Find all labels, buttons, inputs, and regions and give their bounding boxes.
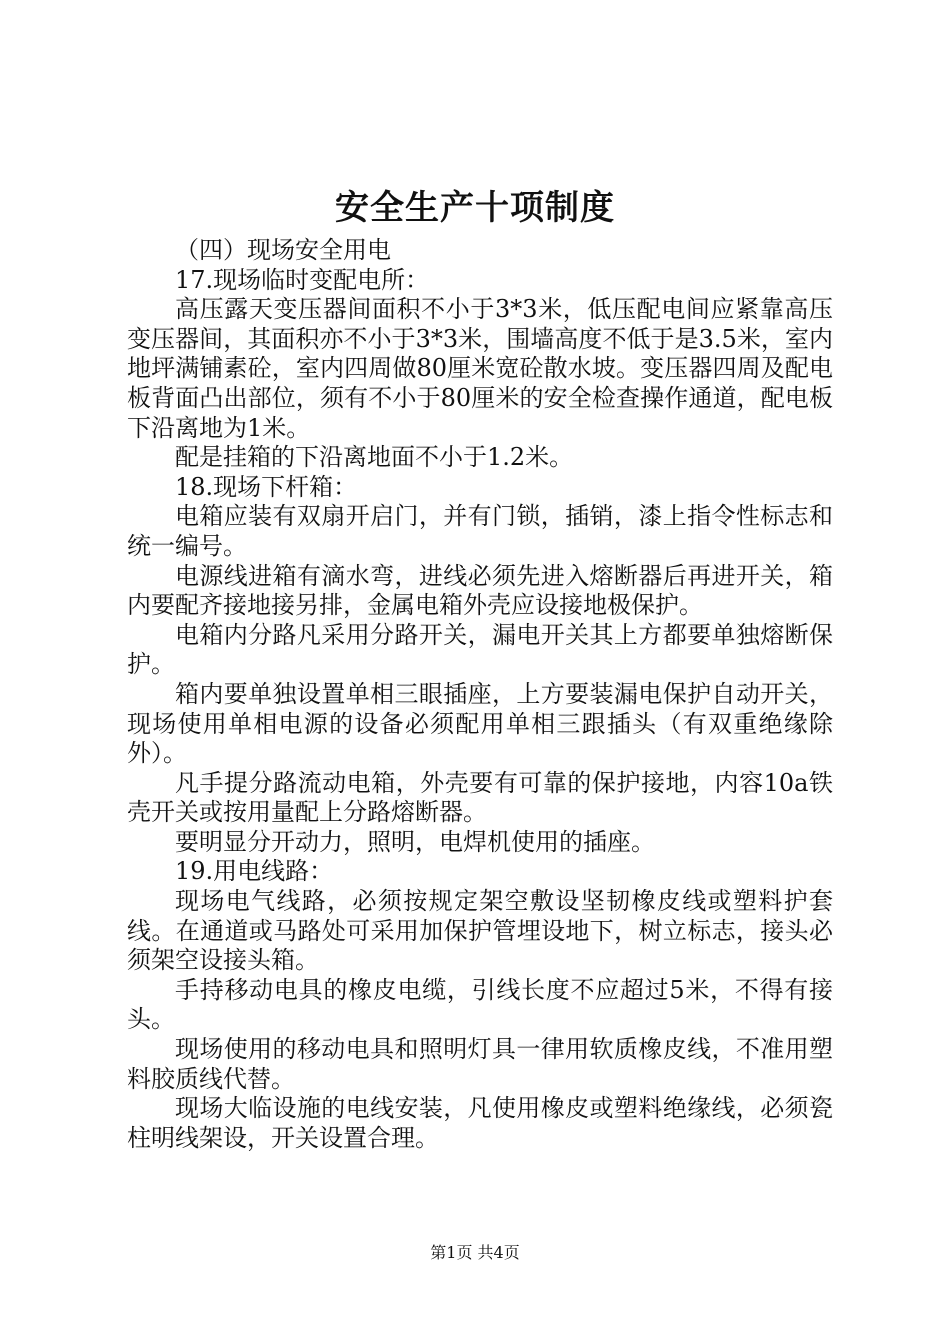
paragraph: 电箱内分路凡采用分路开关，漏电开关其上方都要单独熔断保护。 [127, 620, 833, 679]
paragraph: 高压露天变压器间面积不小于3*3米，低压配电间应紧靠高压变压器间，其面积亦不小于3*3米，围墙高度不低于是3.5米，室内地坪满铺素砼，室内四周做80厘米宽砼散水坡。变压器四周及配电板背面凸出部位，须有不小于80厘米的安全检查操作通道，配电板下沿离地为1米。 [127, 295, 833, 442]
section-heading: （四）现场安全用电 [175, 236, 391, 264]
page-indicator: 第1页 共4页 [430, 1243, 520, 1262]
paragraph: 配是挂箱的下沿离地面不小于1.2米。 [175, 443, 574, 472]
paragraph: 现场使用的移动电具和照明灯具一律用软质橡皮线，不准用塑料胶质线代替。 [127, 1035, 833, 1093]
paragraph: 手持移动电具的橡皮电缆，引线长度不应超过5米，不得有接头。 [127, 975, 833, 1034]
document-title: 安全生产十项制度 [335, 188, 615, 228]
paragraph: 电源线进箱有滴水弯，进线必须先进入熔断器后再进开关，箱内要配齐接地接另排，金属电箱外壳应设接地极保护。 [127, 561, 833, 620]
subsection-heading: 19.用电线路： [175, 857, 334, 886]
subsection-heading: 18.现场下杆箱： [175, 472, 358, 501]
subsection-heading: 17.现场临时变配电所： [175, 265, 430, 294]
paragraph: 现场大临设施的电线安装，凡使用橡皮或塑料绝缘线，必须瓷柱明线架设，开关设置合理。 [127, 1094, 833, 1152]
paragraph: 凡手提分路流动电箱，外壳要有可靠的保护接地，内容10a铁壳开关或按用量配上分路熔断器。 [127, 768, 833, 827]
paragraph: 要明显分开动力，照明，电焊机使用的插座。 [175, 827, 655, 856]
paragraph: 箱内要单独设置单相三眼插座，上方要装漏电保护自动开关，现场使用单相电源的设备必须配用单相三跟插头（有双重绝缘除外）。 [127, 679, 833, 768]
paragraph: 电箱应装有双扇开启门，并有门锁，插销，漆上指令性标志和统一编号。 [127, 502, 833, 560]
document-body [127, 236, 833, 1153]
paragraph: 现场电气线路，必须按规定架空敷设坚韧橡皮线或塑料护套线。在通道或马路处可采用加保护管埋设地下，树立标志，接头必须架空设接头箱。 [127, 887, 833, 975]
